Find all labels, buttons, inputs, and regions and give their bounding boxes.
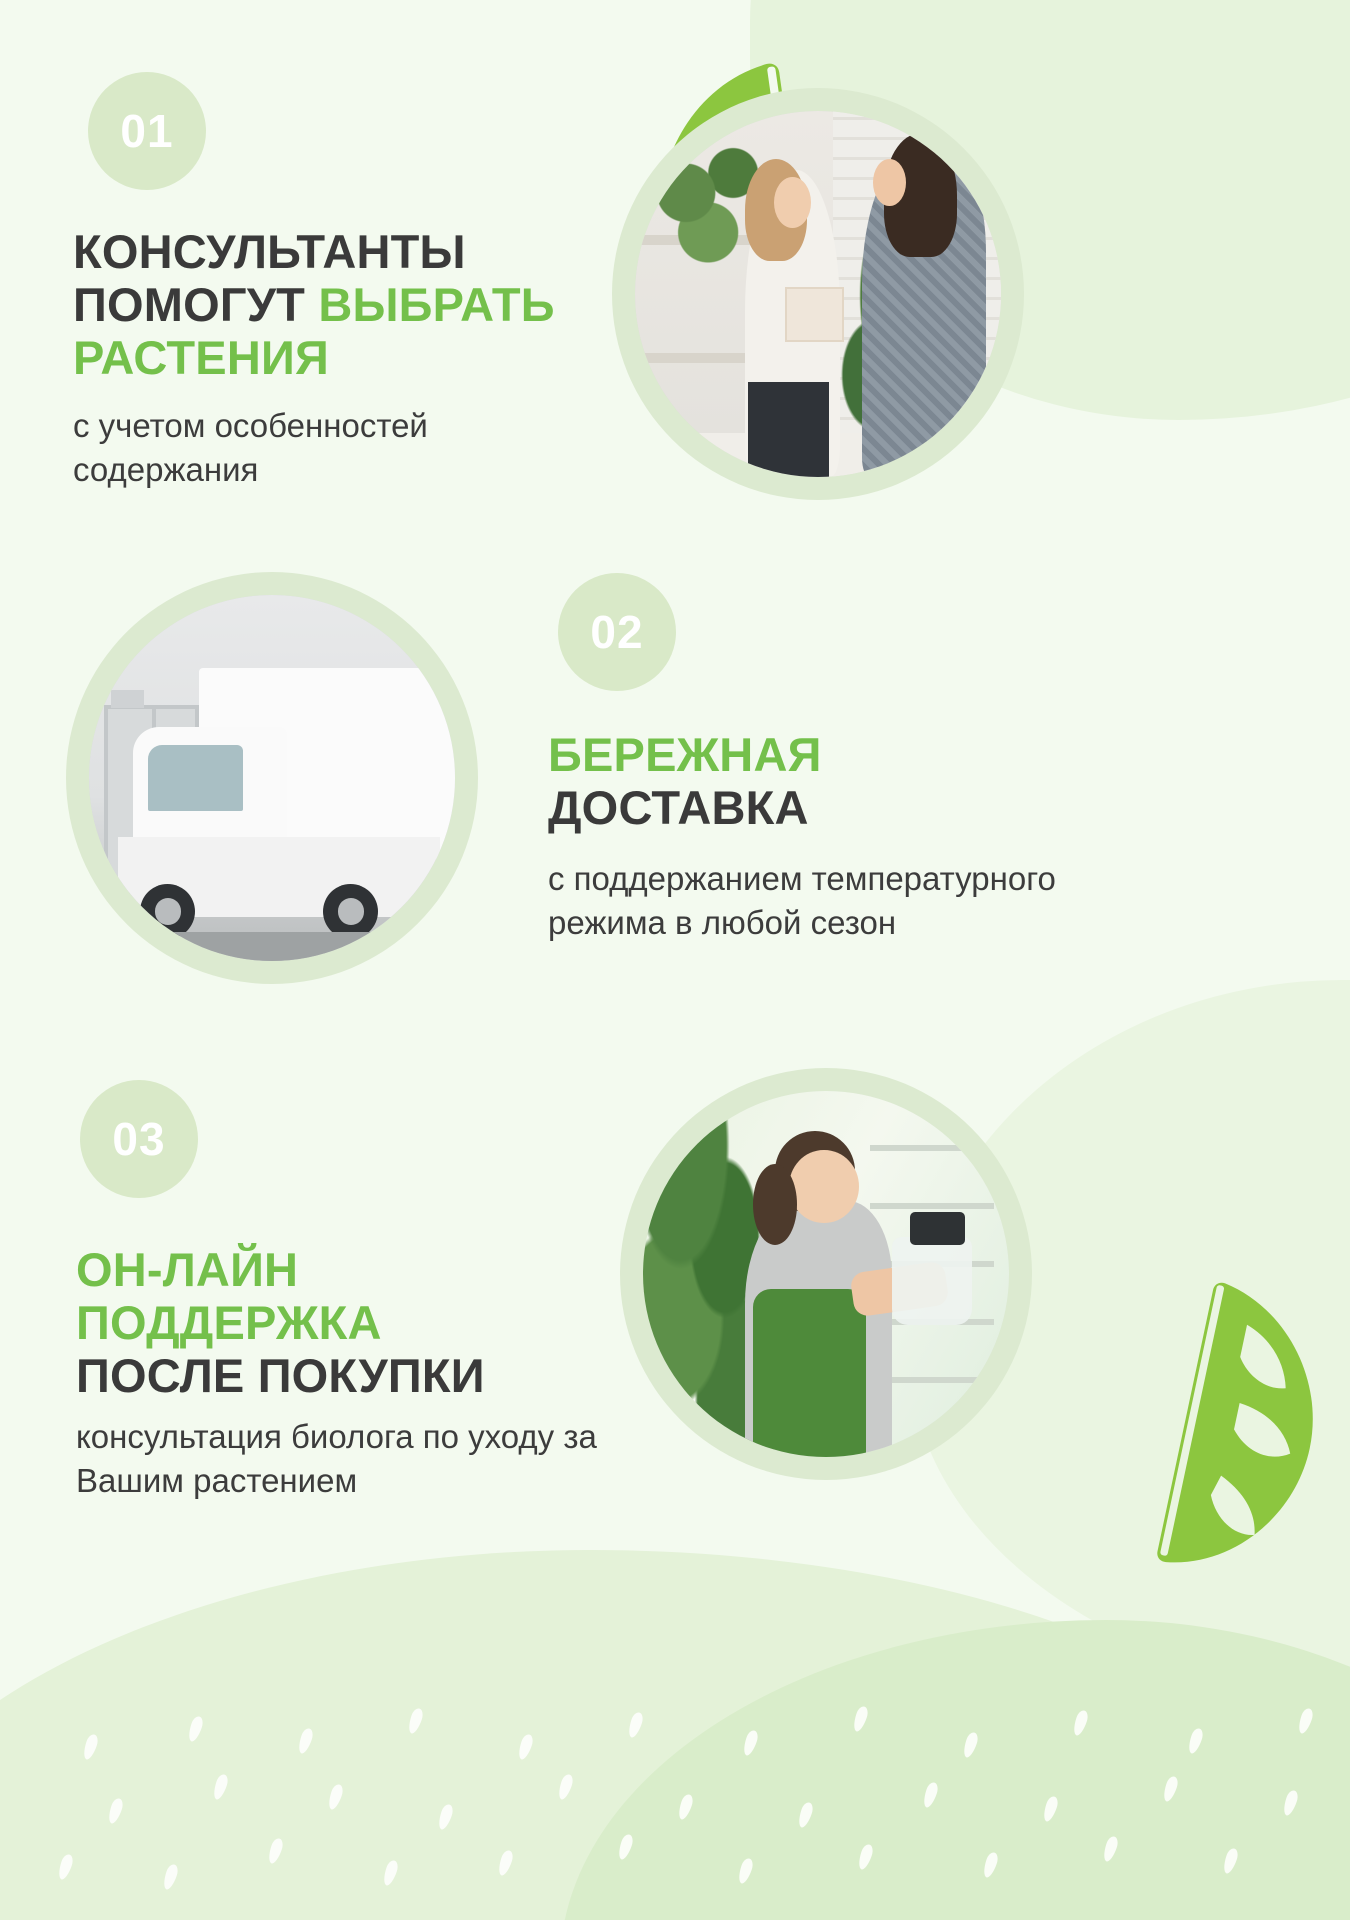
step-number-badge-01: [88, 72, 206, 190]
feature-title-03: [76, 1243, 636, 1402]
subtitle-text-03: консультация биолога по уходу за Вашим растением: [76, 1418, 597, 1499]
title-line-3: ВЫБРАТЬ: [318, 278, 555, 332]
feature-block-03: [80, 1080, 198, 1198]
step-number-02: 02: [590, 606, 644, 658]
title-line-4: РАСТЕНИЯ: [73, 331, 329, 385]
feature-photo-ring-03: [620, 1068, 1032, 1480]
step-number-01: 01: [120, 105, 174, 157]
step-number-badge-03: [80, 1080, 198, 1198]
title-line-3: ПОСЛЕ ПОКУПКИ: [76, 1349, 485, 1403]
feature-block-01: [88, 72, 206, 190]
feature-title-02: [548, 728, 1108, 834]
title-line-2: ПОМОГУТ: [73, 278, 319, 332]
step-number-badge-02: [558, 573, 676, 691]
step-number-03: 03: [112, 1113, 166, 1165]
feature-photo-01: [635, 111, 1001, 477]
title-line-1: ОН-ЛАЙН: [76, 1243, 299, 1296]
subtitle-text-02: с поддержанием температурного режима в любой сезон: [548, 860, 1056, 941]
title-line-1: БЕРЕЖНАЯ: [548, 728, 822, 781]
feature-photo-ring-02: [66, 572, 478, 984]
title-line-1: КОНСУЛЬТАНТЫ: [73, 225, 466, 278]
feature-photo-ring-01: [612, 88, 1024, 500]
feature-photo-03: [643, 1091, 1009, 1457]
title-line-2: ДОСТАВКА: [548, 781, 809, 835]
feature-subtitle-02: [548, 857, 1108, 945]
feature-block-02: [558, 573, 676, 691]
feature-subtitle-01: [73, 404, 553, 492]
feature-photo-02: [89, 595, 455, 961]
title-line-2: ПОДДЕРЖКА: [76, 1296, 382, 1350]
feature-title-01: [73, 225, 593, 384]
subtitle-text-01: с учетом особенностей содержания: [73, 407, 428, 488]
feature-subtitle-03: [76, 1415, 616, 1503]
